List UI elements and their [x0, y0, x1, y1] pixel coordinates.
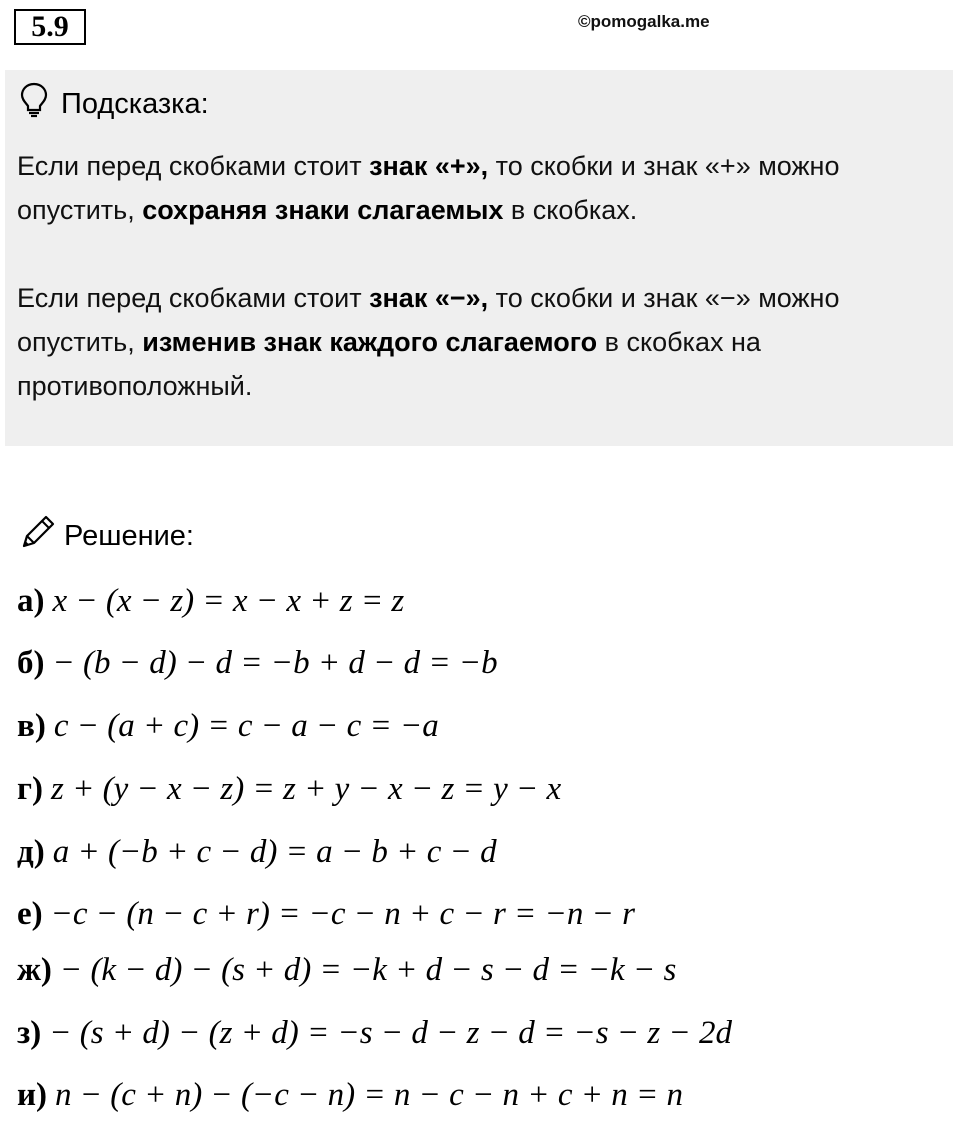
- hint-title: [19, 82, 209, 126]
- solution-line: [17, 645, 498, 682]
- hint-box: [5, 70, 953, 446]
- item-label: б): [17, 645, 45, 681]
- lightbulb-icon: [19, 82, 61, 126]
- solution-title-text: Решение:: [64, 519, 194, 552]
- item-label: в): [17, 708, 46, 744]
- solution-line: [17, 896, 635, 933]
- expression: x − (x − z) = x − x + z = z: [52, 583, 405, 619]
- item-label: ж): [17, 952, 52, 988]
- brand-watermark: ©pomogalka.me: [578, 12, 710, 31]
- hint-paragraph-plus: [17, 144, 947, 232]
- text: Если перед скобками стоит: [17, 151, 370, 181]
- bold-text: изменив знак каждого слагаемого: [142, 327, 598, 357]
- exercise-number: 5.9: [14, 9, 86, 45]
- item-label: г): [17, 771, 43, 807]
- solution-line: [17, 834, 497, 871]
- text: то скобки и знак «+» можно опустить,: [17, 151, 840, 225]
- item-label: а): [17, 583, 45, 619]
- solution-line: [17, 1015, 732, 1052]
- item-label: и): [17, 1077, 48, 1113]
- solution-line: [17, 771, 561, 808]
- expression: −c − (n − c + r) = −c − n + c − r = −n − r: [50, 896, 635, 932]
- hint-title-text: Подсказка:: [61, 87, 209, 120]
- bold-text: сохраняя знаки слагаемых: [142, 195, 504, 225]
- expression: − (b − d) − d = −b + d − d = −b: [52, 645, 498, 681]
- text: то скобки и знак «−» можно опустить,: [17, 283, 840, 357]
- expression: a + (−b + c − d) = a − b + c − d: [52, 834, 497, 870]
- pencil-icon: [18, 512, 64, 560]
- expression: − (k − d) − (s + d) = −k + d − s − d = −k − s: [59, 952, 677, 988]
- solution-line: [17, 952, 676, 989]
- item-label: е): [17, 896, 43, 932]
- expression: z + (y − x − z) = z + y − x − z = y − x: [50, 771, 562, 807]
- text: в скобках на противоположный.: [17, 327, 761, 401]
- solution-line: [17, 708, 439, 745]
- expression: − (s + d) − (z + d) = −s − d − z − d = −s − z − 2d: [49, 1015, 733, 1051]
- solution-title: [18, 512, 194, 560]
- bold-text: знак «+»,: [369, 151, 489, 181]
- solution-line: [17, 1077, 683, 1114]
- hint-paragraph-minus: [17, 276, 947, 408]
- bold-text: знак «−»,: [369, 283, 489, 313]
- item-label: д): [17, 834, 45, 870]
- item-label: з): [17, 1015, 42, 1051]
- expression: c − (a + c) = c − a − c = −a: [53, 708, 439, 744]
- expression: n − (c + n) − (−c − n) = n − c − n + c + n = n: [55, 1077, 684, 1113]
- solution-line: [17, 583, 404, 620]
- text: в скобках.: [503, 195, 638, 225]
- text: Если перед скобками стоит: [17, 283, 370, 313]
